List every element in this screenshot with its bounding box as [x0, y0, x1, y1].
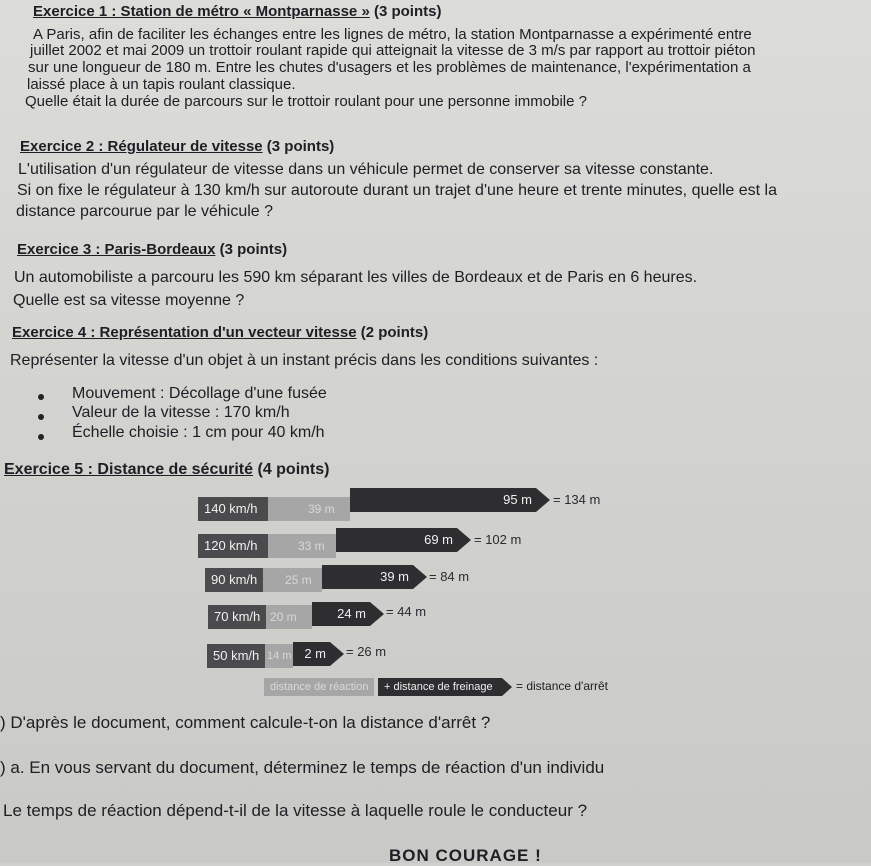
- ex3-question: Quelle est sa vitesse moyenne ?: [13, 292, 245, 309]
- legend-braking-label: distance de freinage: [393, 681, 493, 693]
- braking-distance: 69 m: [336, 528, 457, 552]
- speed-label: 120 km/h: [198, 534, 268, 558]
- ex2-line: L'utilisation d'un régulateur de vitesse dans un véhicule permet de conserver sa vitesse constante.: [18, 161, 714, 178]
- ex1-line: laissé place à un tapis roulant classique.: [27, 76, 296, 93]
- ex1-line: juillet 2002 et mai 2009 un trottoir roulant rapide qui atteignait la vitesse de 3 m/s par rapport au trottoir piéton: [30, 42, 756, 59]
- arrow-tip-icon: [536, 488, 550, 512]
- legend-braking: [378, 678, 502, 696]
- bullet-icon: [38, 394, 44, 400]
- ex4-bullet: Échelle choisie : 1 cm pour 40 km/h: [72, 424, 325, 441]
- legend-stopping: = distance d'arrêt: [516, 679, 609, 693]
- ex1-line: A Paris, afin de faciliter les échanges entre les lignes de métro, la station Montparnasse a expérimenté entre: [33, 26, 752, 43]
- arrow-tip-icon: [502, 678, 512, 696]
- ex5-question-2: ) a. En vous servant du document, déterminez le temps de réaction d'un individu: [0, 758, 605, 777]
- reaction-distance: 25 m: [263, 568, 322, 592]
- ex5-question-1: ) D'après le document, comment calcule-t-on la distance d'arrêt ?: [0, 713, 491, 732]
- ex4-title: Exercice 4 : Représentation d'un vecteur vitesse (2 points): [12, 324, 429, 341]
- ex1-title: Exercice 1 : Station de métro « Montparnasse » (3 points): [33, 3, 442, 20]
- ex5-title: Exercice 5 : Distance de sécurité (4 points): [4, 461, 330, 478]
- speed-label: 90 km/h: [205, 568, 268, 592]
- speed-label: 70 km/h: [208, 605, 266, 629]
- stopping-distance: = 44 m: [386, 604, 427, 619]
- bullet-icon: [38, 434, 44, 440]
- legend-reaction: distance de réaction: [264, 678, 374, 696]
- ex2-question: distance parcourue par le véhicule ?: [16, 203, 274, 220]
- arrow-tip-icon: [330, 642, 344, 666]
- ex2-line: Si on fixe le régulateur à 130 km/h sur autoroute durant un trajet d'une heure et trente minutes, quelle est la: [17, 182, 777, 199]
- ex3-line: Un automobiliste a parcouru les 590 km séparant les villes de Bordeaux et de Paris en 6 heures.: [14, 269, 698, 286]
- braking-distance: 2 m: [293, 642, 330, 666]
- braking-distance: 95 m: [350, 488, 536, 512]
- reaction-distance: 39 m: [268, 497, 350, 521]
- ex4-intro: Représenter la vitesse d'un objet à un instant précis dans les conditions suivantes :: [10, 352, 599, 369]
- ex1-line: sur une longueur de 180 m. Entre les chutes d'usagers et les problèmes de maintenance, l'expérimentation a: [28, 59, 751, 76]
- ex3-title: Exercice 3 : Paris-Bordeaux (3 points): [17, 241, 288, 258]
- speed-label: 140 km/h: [198, 497, 268, 521]
- footer-encouragement: BON COURAGE !: [389, 846, 542, 865]
- legend-plus: +: [384, 681, 391, 693]
- ex5-question-3: Le temps de réaction dépend-t-il de la vitesse à laquelle roule le conducteur ?: [3, 801, 588, 820]
- speed-label: 50 km/h: [207, 644, 265, 668]
- braking-distance: 24 m: [312, 602, 370, 626]
- stopping-distance: = 102 m: [474, 532, 522, 547]
- stopping-distance: = 84 m: [429, 569, 470, 584]
- reaction-distance: 33 m: [268, 534, 336, 558]
- reaction-distance: 14 m: [265, 644, 293, 668]
- braking-distance: 39 m: [322, 565, 413, 589]
- stopping-distance: = 134 m: [553, 492, 601, 507]
- ex4-bullet: Valeur de la vitesse : 170 km/h: [72, 404, 290, 421]
- arrow-tip-icon: [457, 528, 471, 552]
- arrow-tip-icon: [413, 565, 427, 589]
- arrow-tip-icon: [370, 602, 384, 626]
- ex2-title: Exercice 2 : Régulateur de vitesse (3 points): [20, 138, 335, 155]
- stopping-distance: = 26 m: [346, 644, 387, 659]
- ex4-bullet: Mouvement : Décollage d'une fusée: [72, 385, 327, 402]
- reaction-distance: 20 m: [266, 605, 312, 629]
- ex1-question: Quelle était la durée de parcours sur le trottoir roulant pour une personne immobile ?: [25, 93, 587, 110]
- bullet-icon: [38, 414, 44, 420]
